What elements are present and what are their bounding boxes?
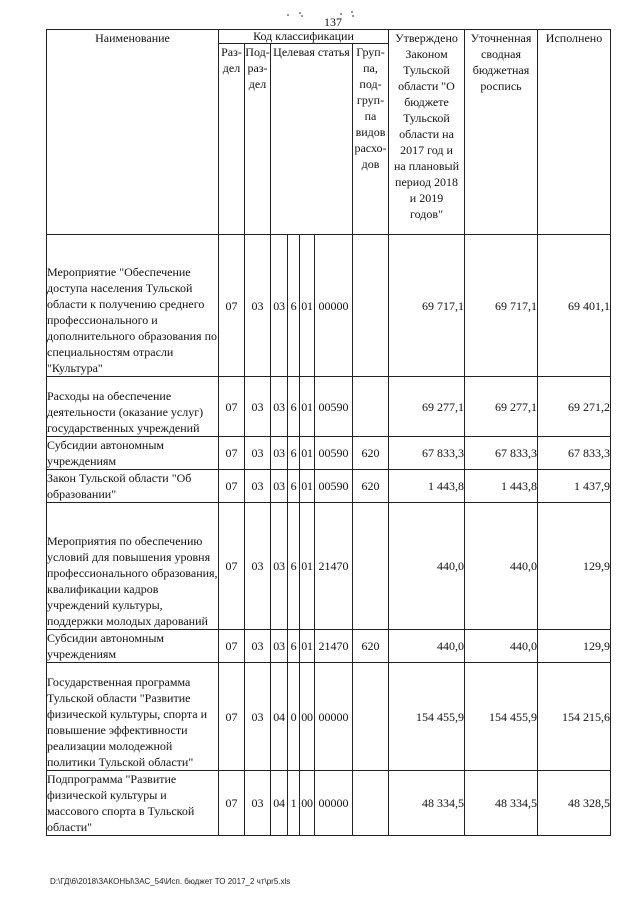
table-row <box>47 377 611 437</box>
row-target-program: 03 <box>271 437 288 470</box>
row-target-direction: 00590 <box>315 437 353 470</box>
row-target-program: 03 <box>271 470 288 503</box>
table-row <box>47 437 611 470</box>
row-approved: 48 334,5 <box>389 771 465 836</box>
row-executed: 1 437,9 <box>538 470 611 503</box>
row-executed: 69 401,1 <box>538 235 611 377</box>
header-name: Наименование <box>47 30 219 235</box>
row-name: Закон Тульской области "Об образовании" <box>47 470 219 503</box>
row-target-direction: 00000 <box>315 663 353 771</box>
row-target-event: 01 <box>300 377 315 437</box>
row-approved: 69 717,1 <box>389 235 465 377</box>
row-target-event: 01 <box>300 470 315 503</box>
row-target-subprogram: 6 <box>288 630 300 663</box>
row-subsection: 03 <box>245 377 271 437</box>
row-name: Подпрограмма "Развитие физической культуры и массового спорта в Тульской области" <box>47 771 219 836</box>
row-expense-group <box>353 503 389 630</box>
table-row <box>47 503 611 630</box>
row-target-subprogram: 0 <box>288 663 300 771</box>
table-row <box>47 771 611 836</box>
row-name: Государственная программа Тульской области "Развитие физической культуры, спорта и повышение эффективности реализации молодежной политики Тульской области" <box>47 663 219 771</box>
row-refined: 67 833,3 <box>465 437 538 470</box>
scan-artifact-dots <box>285 10 365 18</box>
row-subsection: 03 <box>245 503 271 630</box>
row-executed: 154 215,6 <box>538 663 611 771</box>
page-number: 137 <box>324 15 342 29</box>
row-target-direction: 21470 <box>315 503 353 630</box>
row-target-program: 03 <box>271 630 288 663</box>
row-target-event: 01 <box>300 235 315 377</box>
row-executed: 48 328,5 <box>538 771 611 836</box>
row-approved: 440,0 <box>389 503 465 630</box>
row-section: 07 <box>219 630 245 663</box>
header-subsection: Под- раз- дел <box>245 44 271 235</box>
header-target-article: Целевая статья <box>271 44 353 235</box>
row-target-event: 00 <box>300 771 315 836</box>
table-row <box>47 470 611 503</box>
row-executed: 69 271,2 <box>538 377 611 437</box>
row-subsection: 03 <box>245 235 271 377</box>
row-name: Мероприятия по обеспечению условий для повышения уровня профессионального образования, квалификации кадров учреждений культуры, поддержки молодых дарований <box>47 503 219 630</box>
row-refined: 69 717,1 <box>465 235 538 377</box>
row-approved: 69 277,1 <box>389 377 465 437</box>
row-target-event: 00 <box>300 663 315 771</box>
row-subsection: 03 <box>245 630 271 663</box>
row-section: 07 <box>219 771 245 836</box>
row-expense-group: 620 <box>353 470 389 503</box>
row-refined: 154 455,9 <box>465 663 538 771</box>
row-name: Мероприятие "Обеспечение доступа населения Тульской области к получению среднего профессионального и дополнительного образования по специальностям отрасли "Культура" <box>47 235 219 377</box>
row-target-event: 01 <box>300 437 315 470</box>
header-expense-group: Груп- па, под- груп- па видов расхо- дов <box>353 44 389 235</box>
footer-file-path: D:\ГД\6\2018\ЗАКОНЫ\ЗАС_54\Исп. бюджет ТО 2017_2 чт\pr5.xls <box>50 877 291 886</box>
header-classification-code: Код классификации <box>219 30 389 44</box>
row-refined: 440,0 <box>465 630 538 663</box>
row-target-direction: 00590 <box>315 470 353 503</box>
row-approved: 1 443,8 <box>389 470 465 503</box>
table-row <box>47 663 611 771</box>
row-subsection: 03 <box>245 663 271 771</box>
row-refined: 440,0 <box>465 503 538 630</box>
row-target-program: 03 <box>271 503 288 630</box>
row-refined: 48 334,5 <box>465 771 538 836</box>
row-expense-group <box>353 771 389 836</box>
row-approved: 440,0 <box>389 630 465 663</box>
row-executed: 129,9 <box>538 630 611 663</box>
row-target-subprogram: 1 <box>288 771 300 836</box>
row-refined: 1 443,8 <box>465 470 538 503</box>
row-name: Субсидии автономным учреждениям <box>47 437 219 470</box>
row-target-subprogram: 6 <box>288 437 300 470</box>
row-target-event: 01 <box>300 630 315 663</box>
row-expense-group <box>353 235 389 377</box>
row-target-direction: 00000 <box>315 235 353 377</box>
header-executed: Исполнено <box>538 30 611 235</box>
row-approved: 154 455,9 <box>389 663 465 771</box>
header-section: Раз- дел <box>219 44 245 235</box>
row-executed: 129,9 <box>538 503 611 630</box>
row-name: Расходы на обеспечение деятельности (оказание услуг) государственных учреждений <box>47 377 219 437</box>
row-target-program: 03 <box>271 235 288 377</box>
row-section: 07 <box>219 235 245 377</box>
row-target-subprogram: 6 <box>288 470 300 503</box>
budget-execution-table <box>46 29 611 836</box>
row-subsection: 03 <box>245 470 271 503</box>
header-approved: Утверждено Законом Тульской области "О бюджете Тульской области на 2017 год и на плановый период 2018 и 2019 годов" <box>389 30 465 235</box>
row-section: 07 <box>219 377 245 437</box>
row-target-subprogram: 6 <box>288 377 300 437</box>
row-subsection: 03 <box>245 437 271 470</box>
row-expense-group: 620 <box>353 630 389 663</box>
row-expense-group <box>353 377 389 437</box>
row-refined: 69 277,1 <box>465 377 538 437</box>
row-section: 07 <box>219 437 245 470</box>
row-expense-group: 620 <box>353 437 389 470</box>
row-expense-group <box>353 663 389 771</box>
row-section: 07 <box>219 503 245 630</box>
row-target-program: 04 <box>271 771 288 836</box>
header-row-top <box>47 30 611 44</box>
table-row <box>47 630 611 663</box>
row-section: 07 <box>219 470 245 503</box>
row-target-subprogram: 6 <box>288 235 300 377</box>
row-name: Субсидии автономным учреждениям <box>47 630 219 663</box>
row-target-direction: 00000 <box>315 771 353 836</box>
table-row <box>47 235 611 377</box>
row-target-direction: 00590 <box>315 377 353 437</box>
row-section: 07 <box>219 663 245 771</box>
header-refined: Уточненная сводная бюджетная роспись <box>465 30 538 235</box>
row-target-program: 04 <box>271 663 288 771</box>
row-subsection: 03 <box>245 771 271 836</box>
row-target-direction: 21470 <box>315 630 353 663</box>
row-target-event: 01 <box>300 503 315 630</box>
row-target-subprogram: 6 <box>288 503 300 630</box>
row-executed: 67 833,3 <box>538 437 611 470</box>
row-approved: 67 833,3 <box>389 437 465 470</box>
row-target-program: 03 <box>271 377 288 437</box>
